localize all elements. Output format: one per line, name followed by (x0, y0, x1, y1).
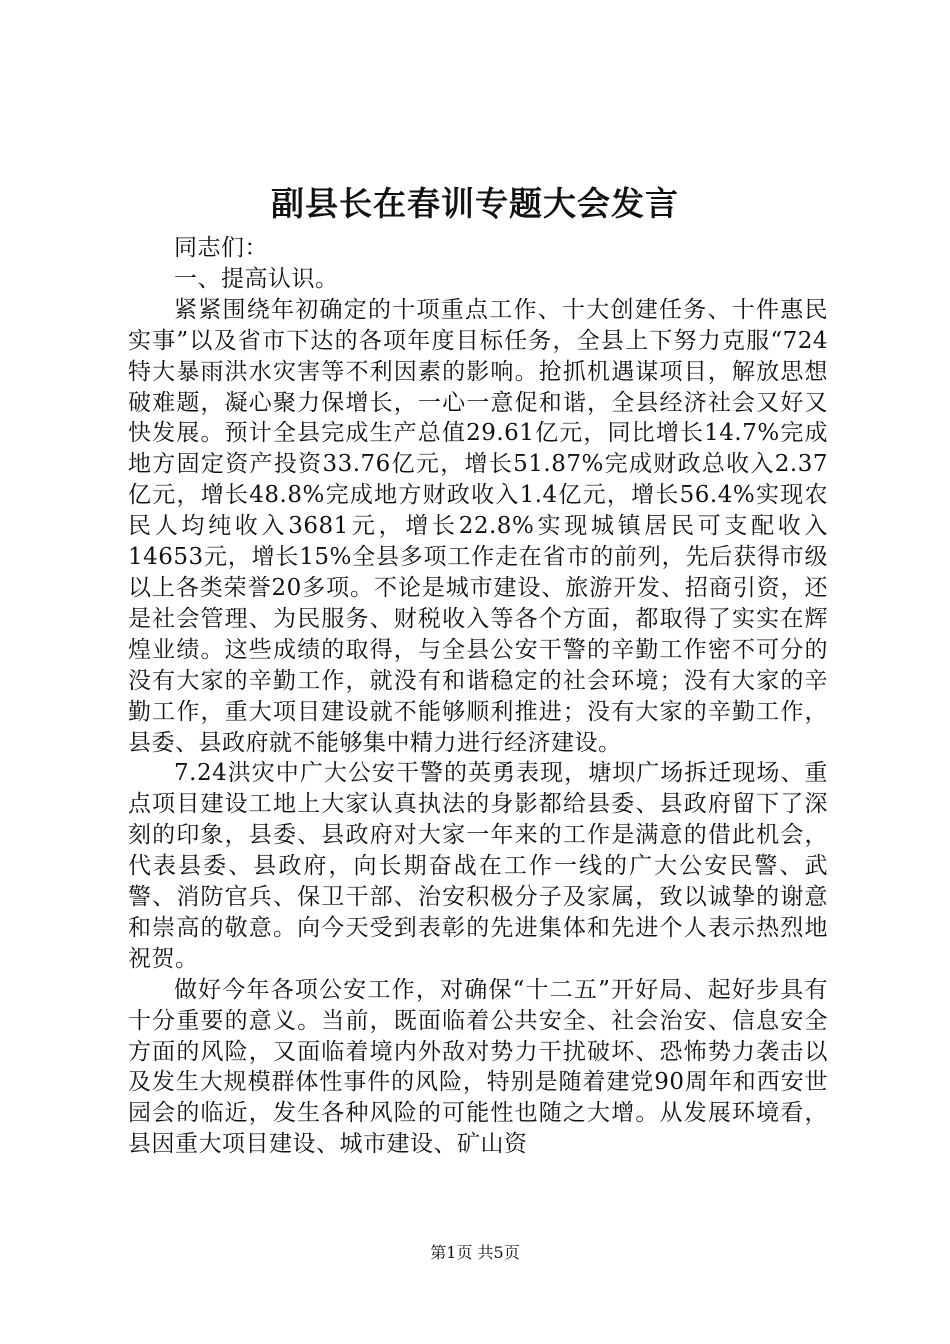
paragraph-achievements: 紧紧围绕年初确定的十项重点工作、十大创建任务、十件惠民实事”以及省市下达的各项年度目标任务，全县上下努力克服“724特大暴雨洪水灾害等不利因素的影响。抢抓机遇谋项目，解放思想破难题，凝心聚力保增长，一心一意促和谐，全县经济社会又好又快发展。预计全县完成生产总值29.61亿元，同比增长14.7%完成地方固定资产投资33.76亿元，增长51.87%完成财政总收入2.37亿元，增长48.8%完成地方财政收入1.4亿元，增长56.4%实现农民人均纯收入3681元，增长22.8%实现城镇居民可支配收入14653元，增长15%全县多项工作走在省市的前列，先后获得市级以上各类荣誉20多项。不论是城市建设、旅游开发、招商引资，还是社会管理、为民服务、财税收入等各个方面，都取得了实实在辉煌业绩。这些成绩的取得，与全县公安干警的辛勤工作密不可分的没有大家的辛勤工作，就没有和谐稳定的社会环境；没有大家的辛勤工作，重大项目建设就不能够顺利推进；没有大家的辛勤工作，县委、县政府就不能够集中精力进行经济建设。 (128, 296, 828, 756)
paragraph-salutation: 同志们： (174, 235, 268, 261)
paragraph-flood-gratitude: 7.24洪灾中广大公安干警的英勇表现，塘坝广场拆迁现场、重点项目建设工地上大家认真执法的身影都给县委、县政府留下了深刻的印象，县委、县政府对大家一年来的工作是满意的借此机会，代表县委、县政府，向长期奋战在工作一线的广大公安民警、武警、消防官兵、保卫干部、治安积极分子及家属，致以诚挚的谢意和崇高的敬意。向今天受到表彰的先进集体和先进个人表示热烈地祝贺。 (128, 760, 828, 972)
document-body (128, 233, 828, 1160)
page-number-footer: 第1页 共5页 (430, 1243, 520, 1262)
paragraph-risks: 做好今年各项公安工作，对确保“十二五”开好局、起好步具有十分重要的意义。当前，既面临着公共安全、社会治安、信息安全方面的风险，又面临着境内外敌对势力干扰破坏、恐怖势力袭击以及发生大规模群体性事件的风险，特别是随着建党90周年和西安世园会的临近，发生各种风险的可能性也随之大增。从发展环境看，县因重大项目建设、城市建设、矿山资 (128, 976, 828, 1158)
paragraph-section-heading: 一、提高认识。 (174, 265, 339, 292)
document-title: 副县长在春训专题大会发言 (271, 184, 679, 223)
